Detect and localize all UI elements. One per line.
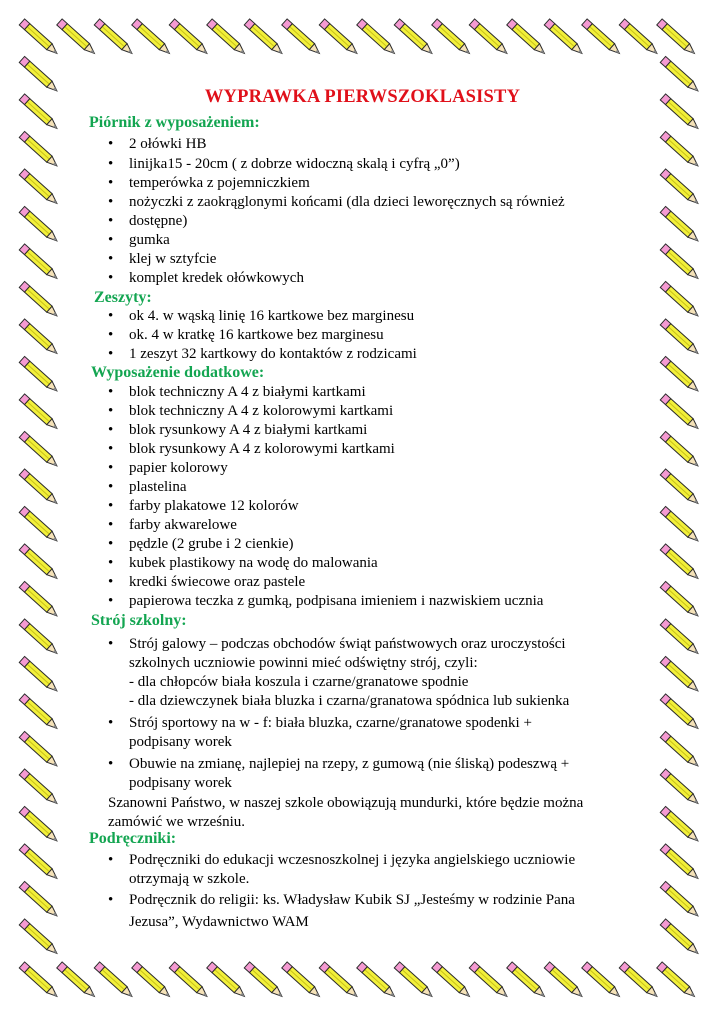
list-item: • temperówka z pojemniczkiem	[129, 174, 310, 193]
list-item-line: • Podręcznik do religii: ks. Władysław Kubik SJ „Jesteśmy w rodzinie Pana	[129, 892, 575, 908]
list-item: • nożyczki z zaokrąglonymi końcami (dla dzieci leworęcznych są również	[129, 193, 565, 212]
list-item-line: • Strój galowy – podczas obchodów świąt państwowych oraz uroczystości	[129, 636, 566, 652]
list-item-line: - dla dziewczynek biała bluzka i czarna/granatowa spódnica lub sukienka	[129, 693, 570, 709]
list-item-line: otrzymają w szkole.	[129, 871, 250, 887]
list-item-line: - dla chłopców biała koszula i czarne/granatowe spodnie	[129, 674, 469, 690]
list-item: • blok techniczny A 4 z białymi kartkami	[129, 383, 366, 402]
section-heading-podreczniki: Podręczniki:	[89, 830, 177, 847]
list-item-stroj-sportowy	[129, 714, 532, 752]
list-item: • pędzle (2 grube i 2 cienkie)	[129, 535, 294, 554]
list-item: • ok 4. w wąską linię 16 kartkowe bez marginesu	[129, 307, 414, 326]
list-item-line: podpisany worek	[129, 775, 232, 791]
list-item: • blok rysunkowy A 4 z białymi kartkami	[129, 421, 367, 440]
section-heading-piornik: Piórnik z wyposażeniem:	[89, 114, 260, 131]
list-item-religia	[129, 889, 575, 933]
list-item-obuwie	[129, 755, 569, 793]
list-item: • 1 zeszyt 32 kartkowy do kontaktów z rodzicami	[129, 345, 417, 364]
list-item: • farby akwarelowe	[129, 516, 237, 535]
list-item-continuation	[129, 212, 187, 231]
list-item: • kredki świecowe oraz pastele	[129, 573, 305, 592]
list-item-line: • Podręczniki do edukacji wczesnoszkolnej i języka angielskiego uczniowie	[129, 852, 576, 868]
list-item: • blok techniczny A 4 z kolorowymi kartkami	[129, 402, 393, 421]
list-item: • ok. 4 w kratkę 16 kartkowe bez marginesu	[129, 326, 384, 345]
page-title: WYPRAWKA PIERWSZOKLASISTY	[204, 87, 521, 107]
list-item-line: szkolnych uczniowie powinni mieć odświętny strój, czyli:	[129, 655, 478, 671]
section-heading-stroj: Strój szkolny:	[91, 612, 187, 629]
uniform-note	[108, 794, 648, 832]
list-item: • farby plakatowe 12 kolorów	[129, 497, 299, 516]
list-item: • linijka15 - 20cm ( z dobrze widoczną skalą i cyfrą „0”)	[129, 155, 460, 174]
list-item-podreczniki	[129, 851, 575, 889]
list-item-text: dostępne)	[129, 213, 188, 229]
list-item-line: Jezusa”, Wydawnictwo WAM	[129, 914, 309, 930]
list-item: • papier kolorowy	[129, 459, 228, 478]
list-item: • komplet kredek ołówkowych	[129, 269, 304, 288]
list-item-line: • Obuwie na zmianę, najlepiej na rzepy, z gumową (nie śliską) podeszwą +	[129, 756, 570, 772]
list-item: • papierowa teczka z gumką, podpisana imieniem i nazwiskiem ucznia	[129, 592, 543, 611]
list-item: • plastelina	[129, 478, 186, 497]
list-item: • kubek plastikowy na wodę do malowania	[129, 554, 378, 573]
note-line: Szanowni Państwo, w naszej szkole obowiązują mundurki, które będzie można	[108, 795, 584, 811]
list-item: • blok rysunkowy A 4 z kolorowymi kartkami	[129, 440, 395, 459]
section-heading-wyposazenie: Wyposażenie dodatkowe:	[91, 364, 265, 381]
list-item-line: • Strój sportowy na w - f: biała bluzka, czarne/granatowe spodenki +	[129, 715, 532, 731]
list-item: • klej w sztyfcie	[129, 250, 216, 269]
list-item-line: podpisany worek	[129, 734, 232, 750]
note-line: zamówić we wrześniu.	[108, 814, 246, 830]
list-item: • 2 ołówki HB	[129, 135, 207, 154]
list-item-stroj-galowy	[129, 635, 569, 711]
list-item: • gumka	[129, 231, 170, 250]
section-heading-zeszyty: Zeszyty:	[94, 289, 152, 306]
